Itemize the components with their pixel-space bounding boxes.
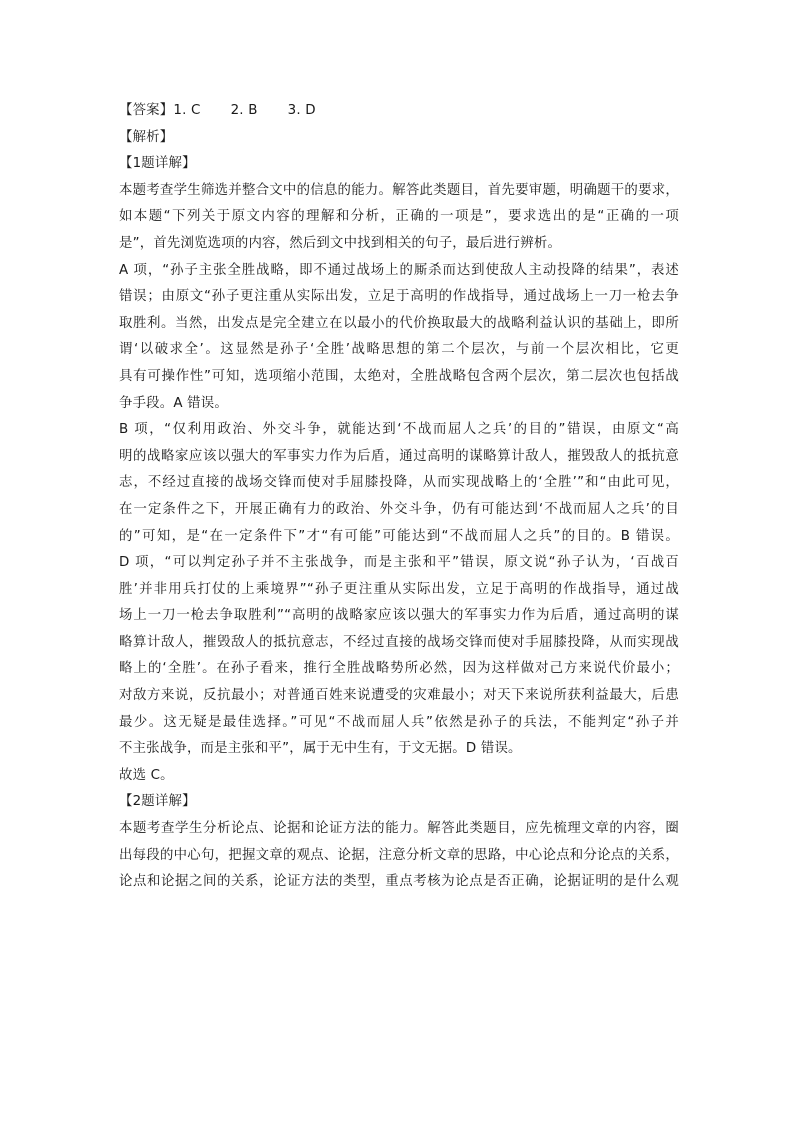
text-line: 如本题“下列关于原文内容的理解和分析，正确的一项是”，要求选出的是“正确的一项 bbox=[119, 209, 679, 225]
q1-option-a-paragraph bbox=[119, 258, 679, 418]
answer-item-1: 1. C bbox=[173, 103, 201, 118]
text-line: 在一定条件之下，开展正确有力的政治、外交斗争，仍有可能达到‘不战而屈人之兵’的目 bbox=[119, 501, 679, 517]
q1-option-d-paragraph bbox=[119, 550, 679, 763]
text-line: 本题考查学生分析论点、论据和论证方法的能力。解答此类题目，应先梳理文章的内容，圈 bbox=[119, 821, 679, 837]
q1-conclusion: 故选 C。 bbox=[119, 767, 174, 783]
q1-intro-paragraph bbox=[119, 178, 679, 258]
text-line: D 项，“可以判定孙子并不主张战争，而是主张和平”错误，原文说“孙子认为，‘百战百 bbox=[119, 555, 679, 571]
text-line: 的”可知，是“在一定条件下”才“有可能”可能达到“不战而屈人之兵”的目的。B 错误。 bbox=[119, 528, 679, 544]
text-line: 志，不经过直接的战场交锋而使对手屈膝投降，从而实现战略上的‘全胜’”和“由此可见， bbox=[119, 475, 679, 491]
q2-heading: 【2题详解】 bbox=[119, 794, 196, 810]
text-line: 论点和论据之间的关系，论证方法的类型，重点考核为论点是否正确，论据证明的是什么观 bbox=[119, 874, 679, 890]
answer-item-3: 3. D bbox=[287, 103, 316, 118]
q1-option-b-paragraph bbox=[119, 417, 679, 550]
text-line: 不主张战争，而是主张和平”，属于无中生有，于文无据。D 错误。 bbox=[119, 741, 522, 757]
q1-heading: 【1题详解】 bbox=[119, 156, 196, 172]
text-line: 是”，首先浏览选项的内容，然后到文中找到相关的句子，最后进行辨析。 bbox=[119, 235, 562, 251]
text-line: 最少。这无疑是最佳选择。”可见“不战而屈人兵”依然是孙子的兵法，不能判定“孙子并 bbox=[119, 714, 679, 730]
answer-label: 【答案】 bbox=[119, 103, 174, 118]
text-line: 略算计敌人，摧毁敌人的抵抗意志，不经过直接的战场交锋而使对手屈膝投降，从而实现战 bbox=[119, 634, 679, 650]
text-line: B 项，“仅利用政治、外交斗争，就能达到‘不战而屈人之兵’的目的”错误，由原文“高 bbox=[119, 422, 679, 438]
document-page bbox=[119, 98, 679, 896]
text-line: 谓‘以破求全’。这显然是孙子‘全胜’战略思想的第二个层次，与前一个层次相比，它更 bbox=[119, 342, 679, 358]
text-line: 场上一刀一枪去争取胜利”“高明的战略家应该以强大的军事实力作为后盾，通过高明的谋 bbox=[119, 608, 679, 624]
text-line: 对敌方来说，反抗最小；对普通百姓来说遭受的灾难最小；对天下来说所获利益最大，后患 bbox=[119, 688, 679, 704]
analysis-heading: 【解析】 bbox=[119, 129, 174, 145]
text-line: 本题考查学生筛选并整合文中的信息的能力。解答此类题目，首先要审题，明确题干的要求， bbox=[119, 182, 679, 198]
q2-intro-paragraph bbox=[119, 816, 679, 896]
text-line: 胜’并非用兵打仗的上乘境界”“孙子更注重从实际出发，立足于高明的作战指导，通过战 bbox=[119, 581, 679, 597]
answer-line bbox=[119, 98, 679, 125]
text-line: 出每段的中心句，把握文章的观点、论据，注意分析文章的思路，中心论点和分论点的关系， bbox=[119, 847, 679, 863]
text-line: 争手段。A 错误。 bbox=[119, 395, 228, 411]
text-line: 明的战略家应该以强大的军事实力作为后盾，通过高明的谋略算计敌人，摧毁敌人的抵抗意 bbox=[119, 448, 679, 464]
text-line: 错误；由原文“孙子更注重从实际出发，立足于高明的作战指导，通过战场上一刀一枪去争 bbox=[119, 289, 679, 305]
text-line: 具有可操作性”可知，选项缩小范围，太绝对，全胜战略包含两个层次，第二层次也包括战 bbox=[119, 368, 679, 384]
text-line: 取胜利。当然，出发点是完全建立在以最小的代价换取最大的战略利益认识的基础上，即所 bbox=[119, 315, 679, 331]
text-line: 略上的‘全胜’。在孙子看来，推行全胜战略势所必然，因为这样做对己方来说代价最小； bbox=[119, 661, 679, 677]
text-line: A 项，“孙子主张全胜战略，即不通过战场上的厮杀而达到使敌人主动投降的结果”，表述 bbox=[119, 262, 679, 278]
answer-item-2: 2. B bbox=[230, 103, 258, 118]
